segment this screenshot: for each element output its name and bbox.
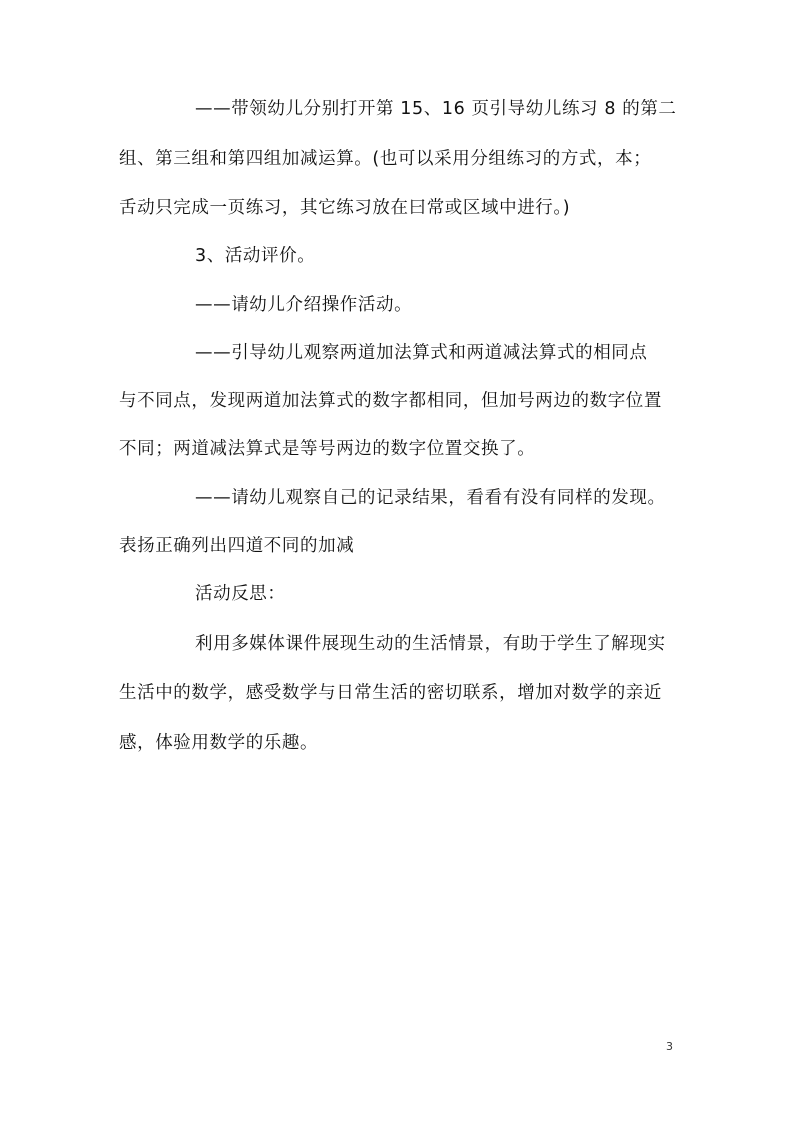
- text-line: 舌动只完成一页练习，其它练习放在曰常或区域中进行。): [119, 198, 571, 218]
- section-heading: 3、活动评价。: [195, 246, 316, 266]
- text-line: ——带领幼儿分别打开第 15、16 页引导幼儿练习 8 的第二: [195, 99, 677, 119]
- text-line: 与不同点，发现两道加法算式的数字都相同，但加号两边的数字位置: [119, 391, 662, 411]
- text-line: 组、第三组和第四组加减运算。(也可以采用分组练习的方式，本；: [119, 149, 652, 169]
- section-heading: 活动反思：: [195, 584, 286, 604]
- text-line: ——请幼儿观察自己的记录结果，看看有没有同样的发现。: [195, 488, 666, 508]
- text-line: 表扬正确列出四道不同的加减: [119, 536, 355, 556]
- text-line: ——引导幼儿观察两道加法算式和两道减法算式的相同点: [195, 343, 648, 363]
- text-line: 利用多媒体课件展现生动的生活情景，有助于学生了解现实: [195, 634, 666, 654]
- text-line: 生活中的数学，感受数学与日常生活的密切联系，增加对数学的亲近: [119, 683, 662, 703]
- page-number: 3: [666, 1040, 673, 1053]
- text-line: 不同；两道减法算式是等号两边的数字位置交换了。: [119, 439, 536, 459]
- text-line: 感，体验用数学的乐趣。: [119, 733, 319, 753]
- text-line: ——请幼儿介绍操作活动。: [195, 295, 413, 315]
